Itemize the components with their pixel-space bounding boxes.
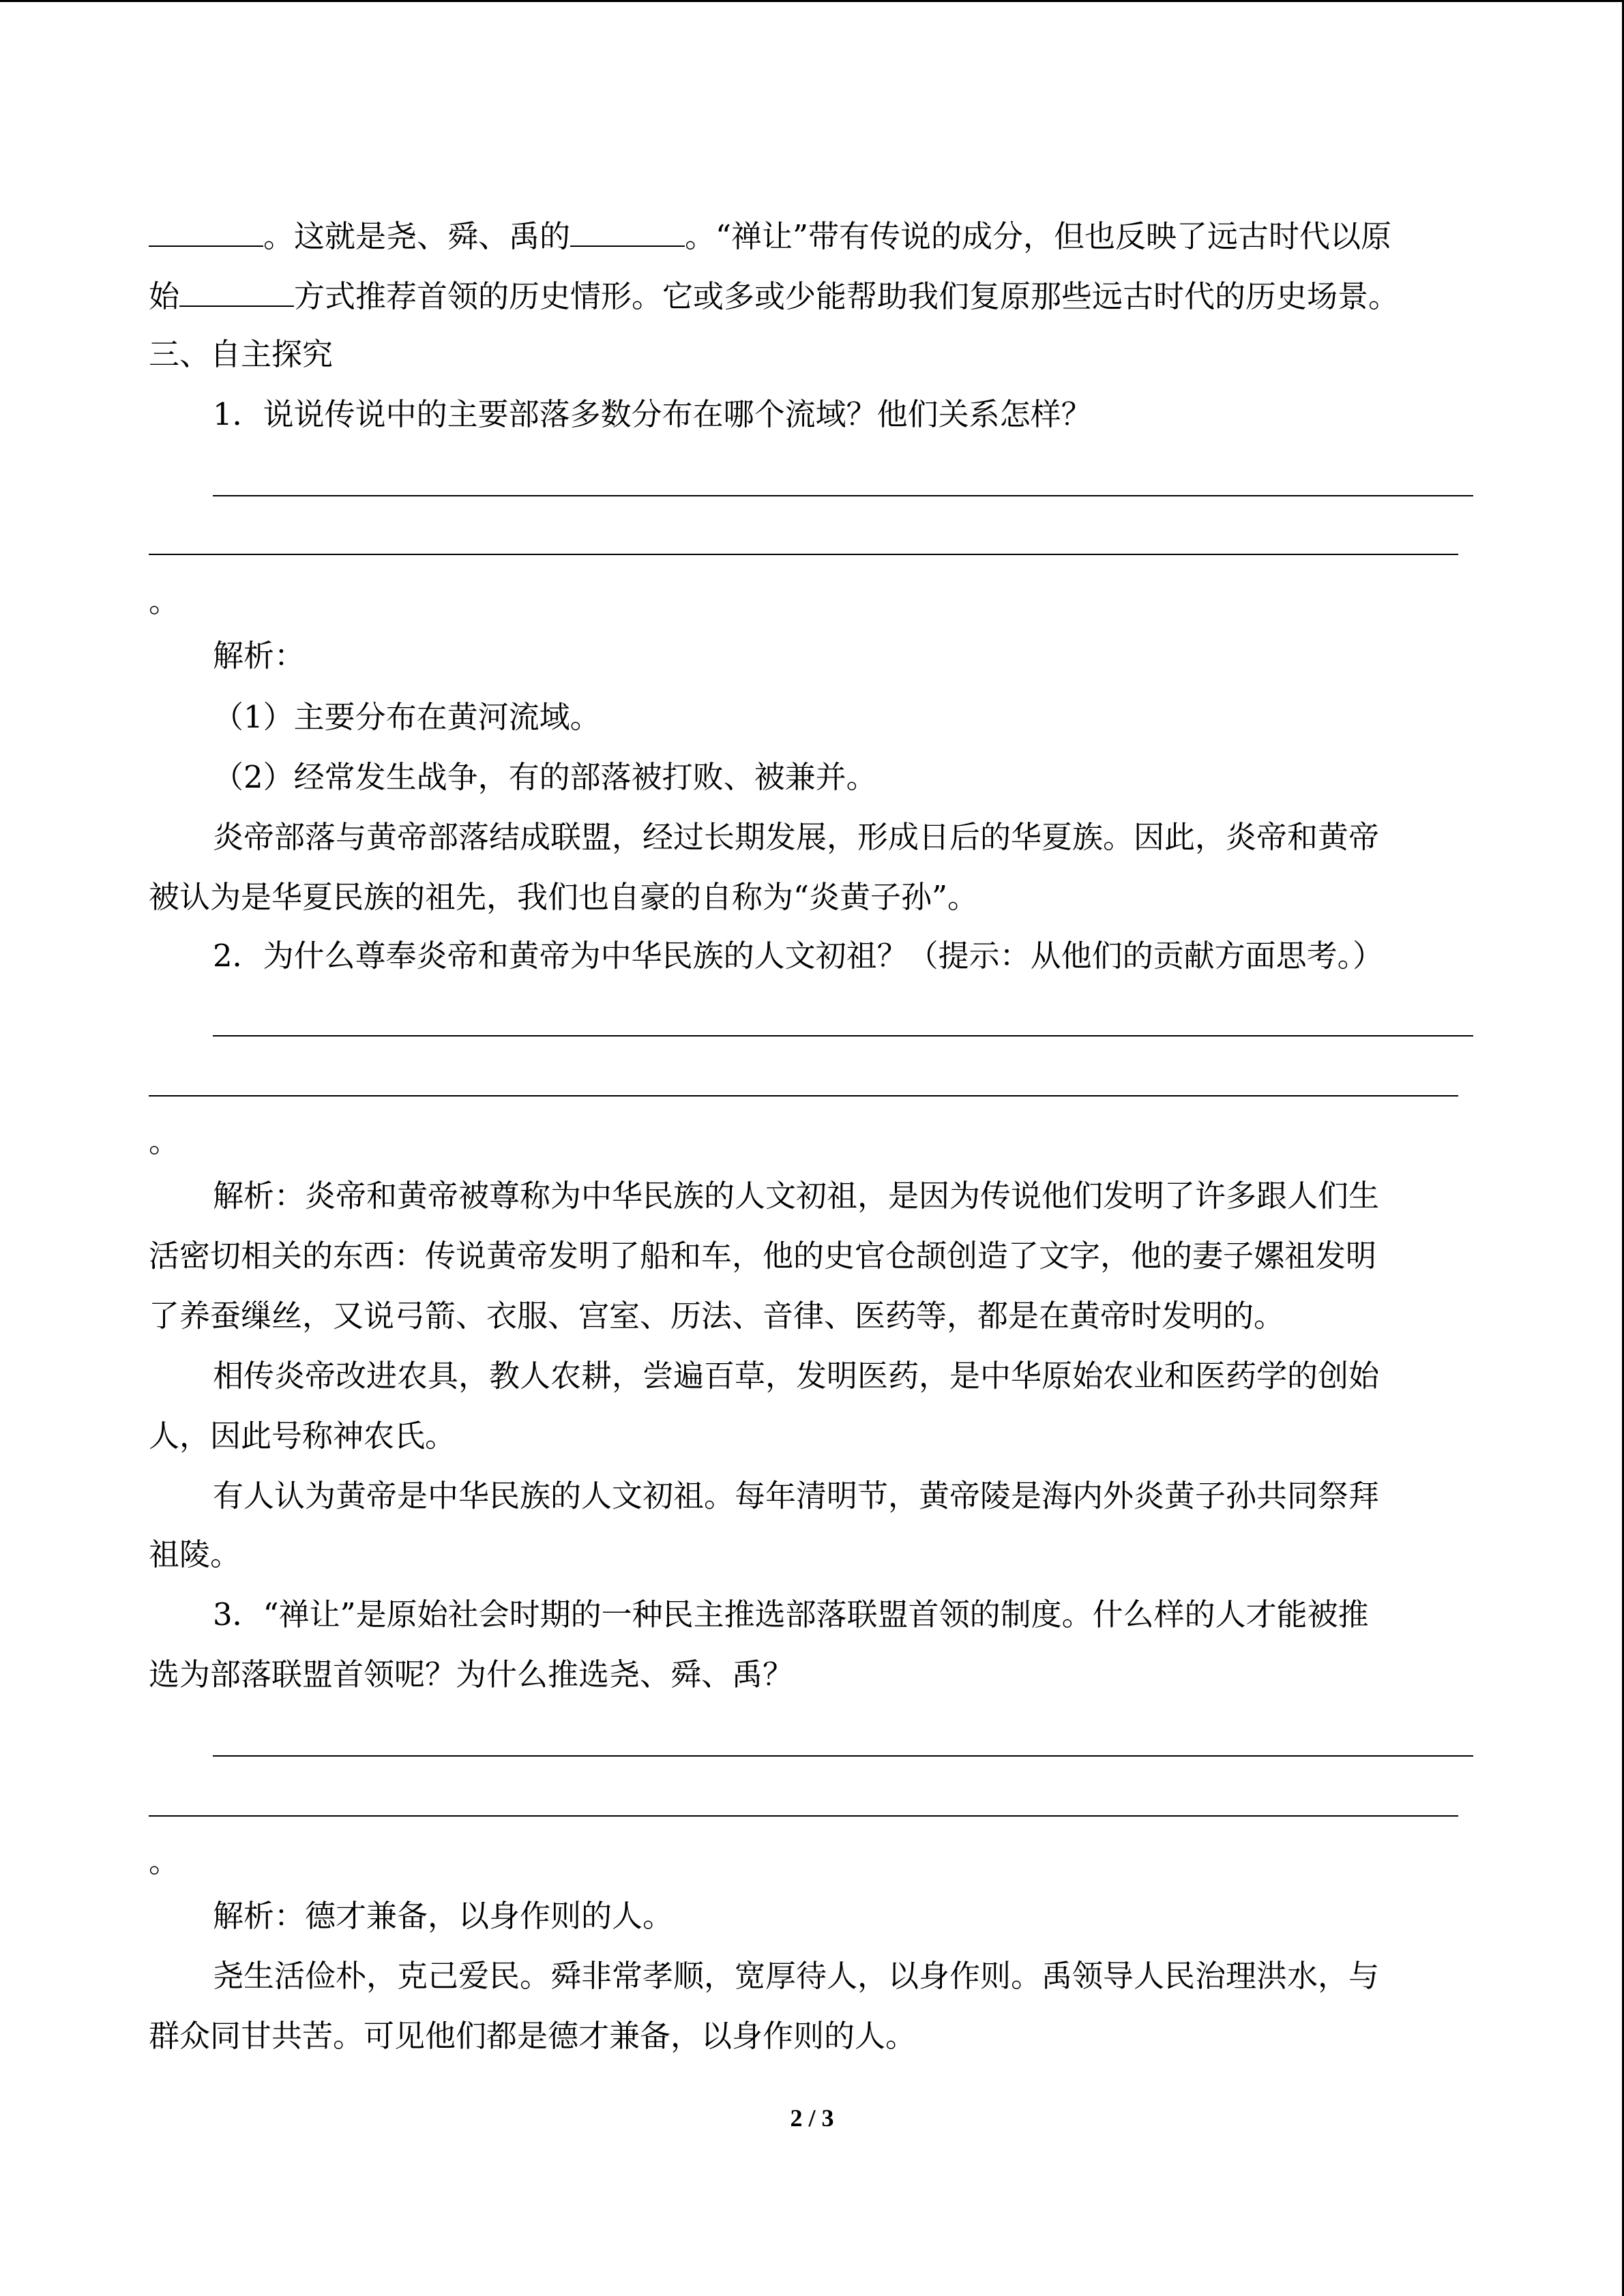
analysis-paragraph: 群众同甘共苦。可见他们都是德才兼备，以身作则的人。 [149,2018,917,2054]
answer-line[interactable] [213,495,1473,496]
answer-blank[interactable] [570,215,685,247]
analysis-label: 解析： [213,638,306,674]
answer-end-mark: 。 [149,1123,180,1159]
page-number: 2 / 3 [790,2104,834,2132]
analysis-paragraph: 人，因此号称神农氏。 [149,1418,456,1454]
analysis-point-2: （2）经常发生战争，有的部落被打败、被兼并。 [213,759,877,795]
analysis-paragraph: 解析：炎帝和黄帝被尊称为中华民族的人文初祖，是因为传说他们发明了许多跟人们生 [213,1178,1380,1214]
answer-line[interactable] [149,1815,1458,1817]
answer-line[interactable] [149,554,1458,555]
analysis-paragraph: 被认为是华夏民族的祖先，我们也自豪的自称为“炎黄子孙”。 [149,879,979,915]
fill-in-line-1: 。这就是尧、舜、禹的 。“禅让”带有传说的成分，但也反映了远古时代以原 [149,215,1391,257]
top-border [0,0,1624,2]
question-3: 3．“禅让”是原始社会时期的一种民主推选部落联盟首领的制度。什么样的人才能被推 [213,1596,1369,1632]
analysis-paragraph: 解析：德才兼备，以身作则的人。 [213,1898,674,1934]
answer-blank[interactable] [179,275,294,307]
answer-end-mark: 。 [149,583,180,619]
analysis-paragraph: 尧生活俭朴，克己爱民。舜非常孝顺，宽厚待人，以身作则。禹领导人民治理洪水，与 [213,1958,1380,1994]
analysis-paragraph: 相传炎帝改进农具，教人农耕，尝遍百草，发明医药，是中华原始农业和医药学的创始 [213,1358,1380,1394]
analysis-paragraph: 祖陵。 [149,1536,241,1572]
answer-line[interactable] [213,1035,1473,1037]
analysis-paragraph: 有人认为黄帝是中华民族的人文初祖。每年清明节，黄帝陵是海内外炎黄子孙共同祭拜 [213,1478,1380,1514]
question-1: 1．说说传说中的主要部落多数分布在哪个流域？他们关系怎样？ [213,396,1092,432]
answer-end-mark: 。 [149,1843,180,1879]
analysis-paragraph: 活密切相关的东西：传说黄帝发明了船和车，他的史官仓颉创造了文字，他的妻子嫘祖发明 [149,1238,1377,1274]
answer-line[interactable] [149,1095,1458,1097]
section-title: 三、自主探究 [149,336,334,372]
question-3: 选为部落联盟首领呢？为什么推选尧、舜、禹？ [149,1656,794,1693]
fill-in-line-2: 始 方式推荐首领的历史情形。它或多或少能帮助我们复原那些远古时代的历史场景。 [149,275,1399,317]
answer-line[interactable] [213,1755,1473,1757]
analysis-paragraph: 炎帝部落与黄帝部落结成联盟，经过长期发展，形成日后的华夏族。因此，炎帝和黄帝 [213,819,1380,855]
question-2: 2．为什么尊奉炎帝和黄帝为中华民族的人文初祖？（提示：从他们的贡献方面思考。） [213,938,1384,974]
answer-blank[interactable] [149,215,263,247]
analysis-paragraph: 了养蚕缫丝，又说弓箭、衣服、宫室、历法、音律、医药等，都是在黄帝时发明的。 [149,1298,1285,1334]
analysis-point-1: （1）主要分布在黄河流域。 [213,699,601,735]
